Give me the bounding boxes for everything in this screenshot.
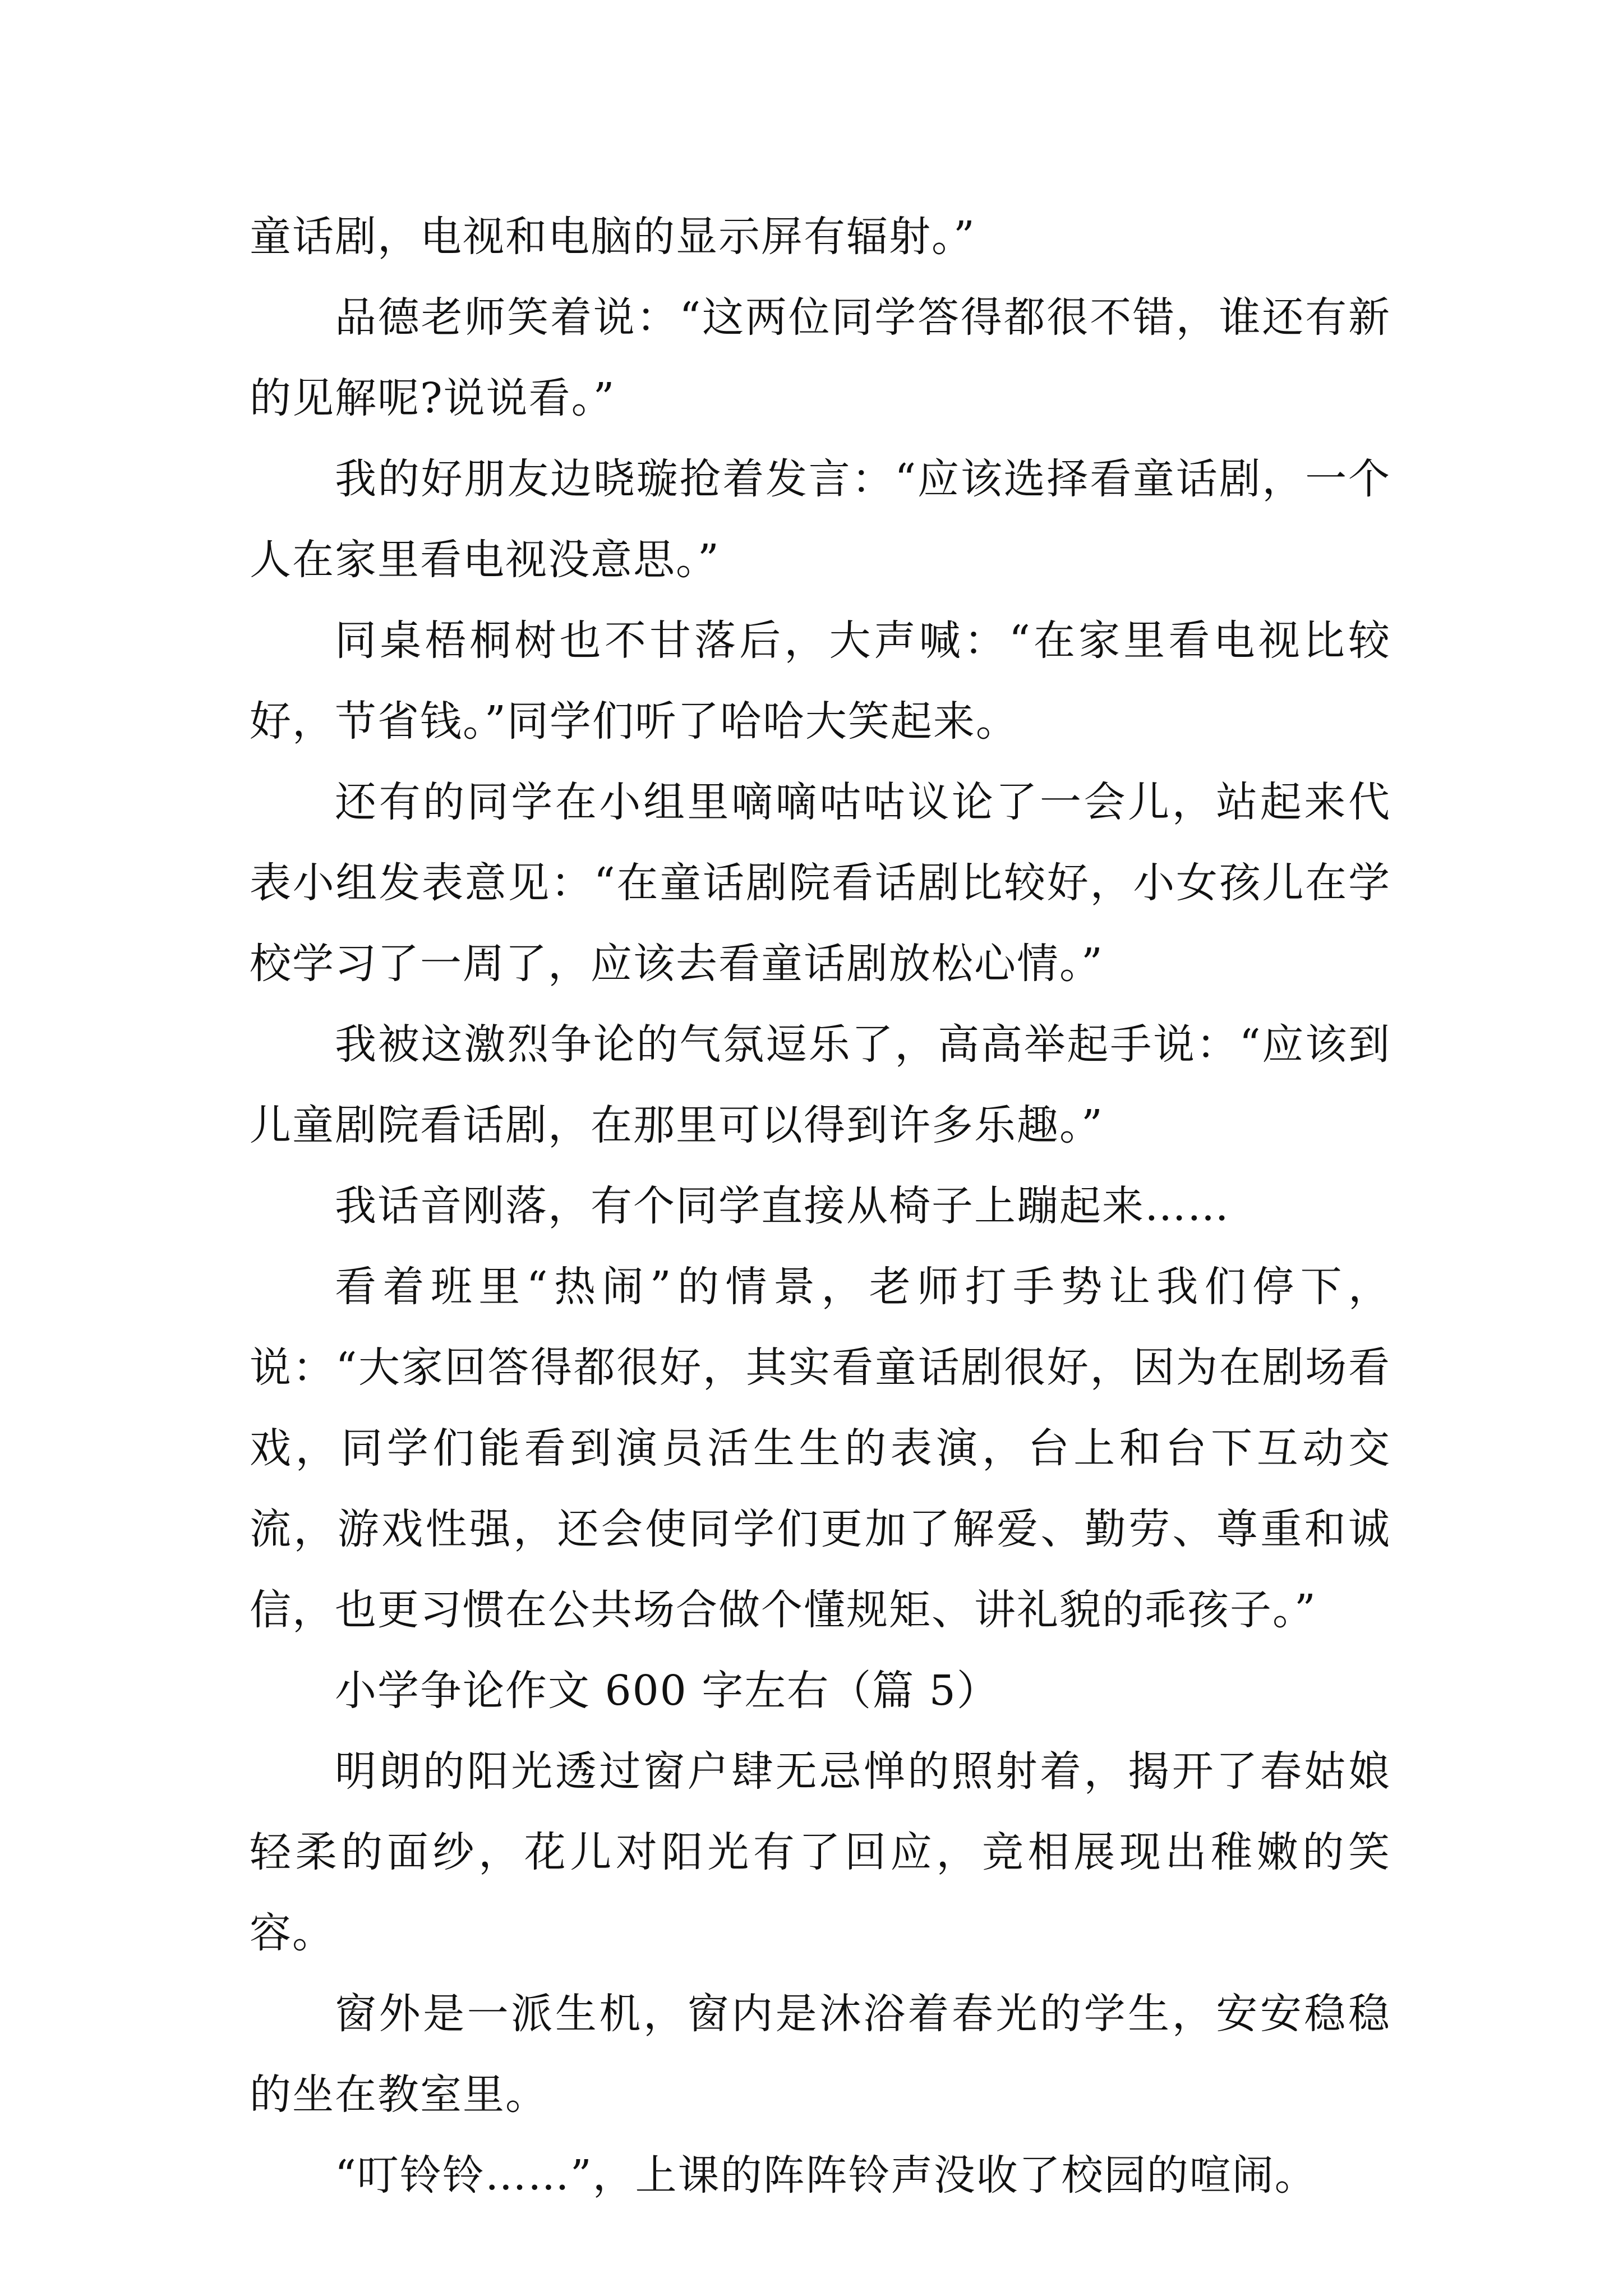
paragraph: 童话剧，电视和电脑的显示屏有辐射。” [250, 213, 976, 261]
paragraph: 还有的同学在小组里嘀嘀咕咕议论了一会儿，站起来代表小组发表意见：“在童话剧院看话剧比较好，小女孩儿在学校学习了一周了，应该去看童话剧放松心情。” [250, 778, 1391, 988]
section-heading: 小学争论作文 600 字左右（篇 5） [335, 1667, 999, 1715]
paragraph: 我的好朋友边晓璇抢着发言：“应该选择看童话剧，一个人在家里看电视没意思。” [250, 455, 1391, 584]
paragraph: 我话音刚落，有个同学直接从椅子上蹦起来…… [335, 1182, 1230, 1230]
paragraph: “叮铃铃……”，上课的阵阵铃声没收了校园的喧闹。 [335, 2151, 1317, 2200]
document-body [250, 196, 1391, 2216]
paragraph: 看着班里“热闹”的情景，老师打手势让我们停下，说：“大家回答得都很好，其实看童话剧很好，因为在剧场看戏，同学们能看到演员活生生的表演，台上和台下互动交流，游戏性强，还会使同学们更加了解爱、勤劳、尊重和诚信，也更习惯在公共场合做个懂规矩、讲礼貌的乖孩子。” [250, 1263, 1391, 1634]
paragraph: 品德老师笑着说：“这两位同学答得都很不错，谁还有新的见解呢?说说看。” [250, 293, 1391, 422]
paragraph: 我被这激烈争论的气氛逗乐了，高高举起手说：“应该到儿童剧院看话剧，在那里可以得到许多乐趣。” [250, 1020, 1391, 1149]
paragraph: 窗外是一派生机，窗内是沐浴着春光的学生，安安稳稳的坐在教室里。 [250, 1990, 1391, 2119]
paragraph: 同桌梧桐树也不甘落后，大声喊：“在家里看电视比较好，节省钱。”同学们听了哈哈大笑起来。 [250, 616, 1391, 746]
paragraph: 明朗的阳光透过窗户肆无忌惮的照射着，揭开了春姑娘轻柔的面纱，花儿对阳光有了回应，竞相展现出稚嫩的笑容。 [250, 1747, 1391, 1957]
